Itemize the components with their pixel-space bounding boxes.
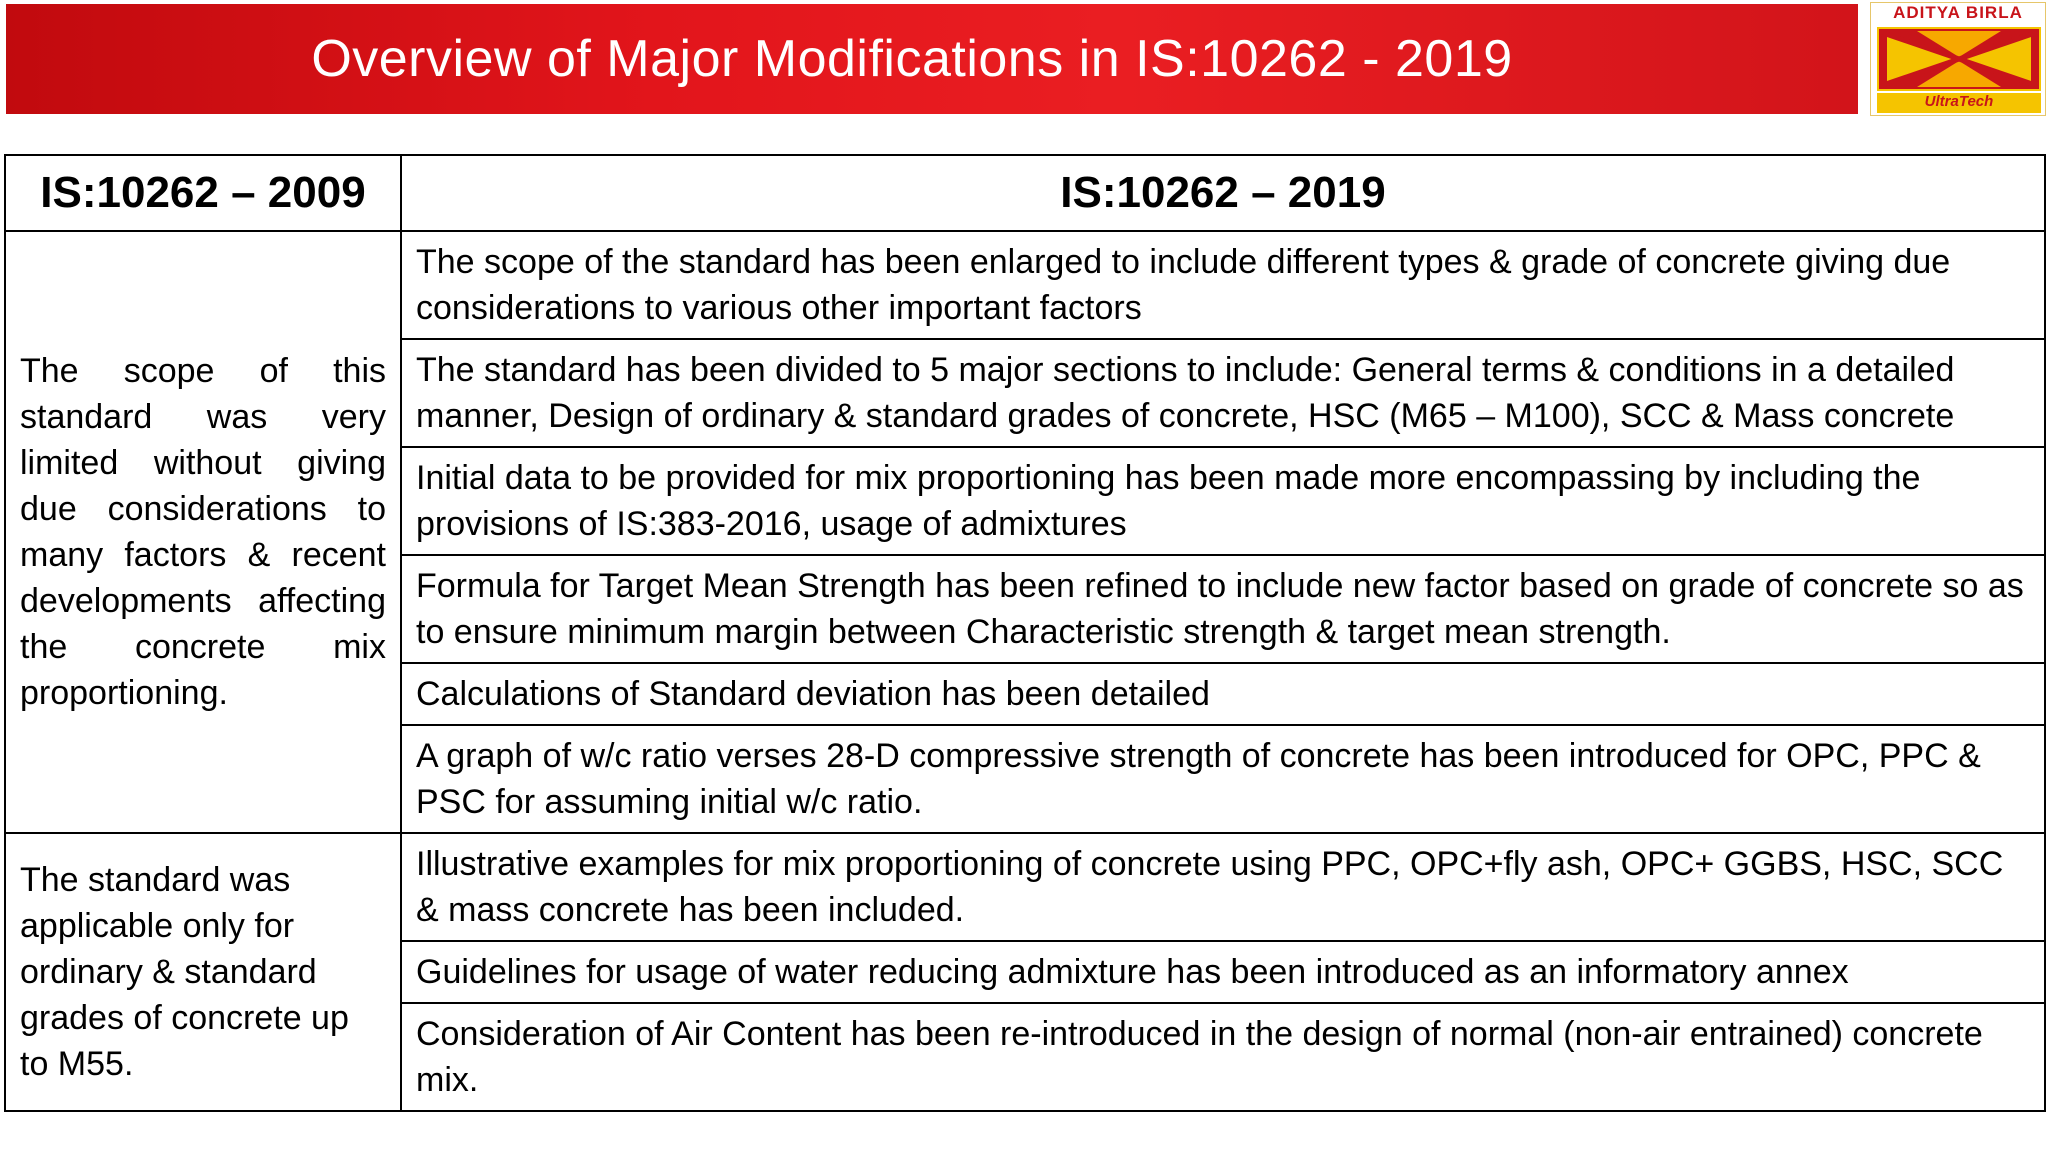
aditya-birla-ultratech-logo — [1870, 2, 2046, 116]
page-title: Overview of Major Modifications in IS:10262 - 2019 — [311, 30, 1513, 88]
logo-emblem-icon — [1877, 27, 2041, 91]
right-cell-5: Calculations of Standard deviation has been detailed — [401, 663, 2045, 725]
right-cell-1: The scope of the standard has been enlarged to include different types & grade of concrete giving due considerations to various other important factors — [401, 231, 2045, 339]
header-2009: IS:10262 – 2009 — [5, 155, 401, 231]
table-header-row — [5, 155, 2045, 231]
comparison-table — [4, 154, 2046, 1112]
header-2019: IS:10262 – 2019 — [401, 155, 2045, 231]
title-banner — [6, 4, 1858, 114]
table-row — [5, 231, 2045, 339]
right-cell-7: Illustrative examples for mix proportioning of concrete using PPC, OPC+fly ash, OPC+ GGBS, HSC, SCC & mass concrete has been included. — [401, 833, 2045, 941]
right-cell-6: A graph of w/c ratio verses 28-D compressive strength of concrete has been introduced for OPC, PPC & PSC for assuming initial w/c ratio. — [401, 725, 2045, 833]
logo-brand-text: ADITYA BIRLA — [1893, 3, 2023, 22]
table-row — [5, 833, 2045, 941]
right-cell-3: Initial data to be provided for mix proportioning has been made more encompassing by including the provisions of IS:383-2016, usage of admixtures — [401, 447, 2045, 555]
left-cell-applicability: The standard was applicable only for ordinary & standard grades of concrete up to M55. — [5, 833, 401, 1111]
right-cell-2: The standard has been divided to 5 major sections to include: General terms & conditions in a detailed manner, Design of ordinary & standard grades of concrete, HSC (M65 – M100), SCC & Mass concrete — [401, 339, 2045, 447]
left-cell-scope: The scope of this standard was very limited without giving due considerations to many factors & recent developments affecting the concrete mix proportioning. — [5, 231, 401, 833]
right-cell-8: Guidelines for usage of water reducing admixture has been introduced as an informatory annex — [401, 941, 2045, 1003]
right-cell-9: Consideration of Air Content has been re-introduced in the design of normal (non-air entrained) concrete mix. — [401, 1003, 2045, 1111]
right-cell-4: Formula for Target Mean Strength has been refined to include new factor based on grade of concrete so as to ensure minimum margin between Characteristic strength & target mean strength. — [401, 555, 2045, 663]
logo-subbrand-text: UltraTech — [1877, 93, 2041, 113]
